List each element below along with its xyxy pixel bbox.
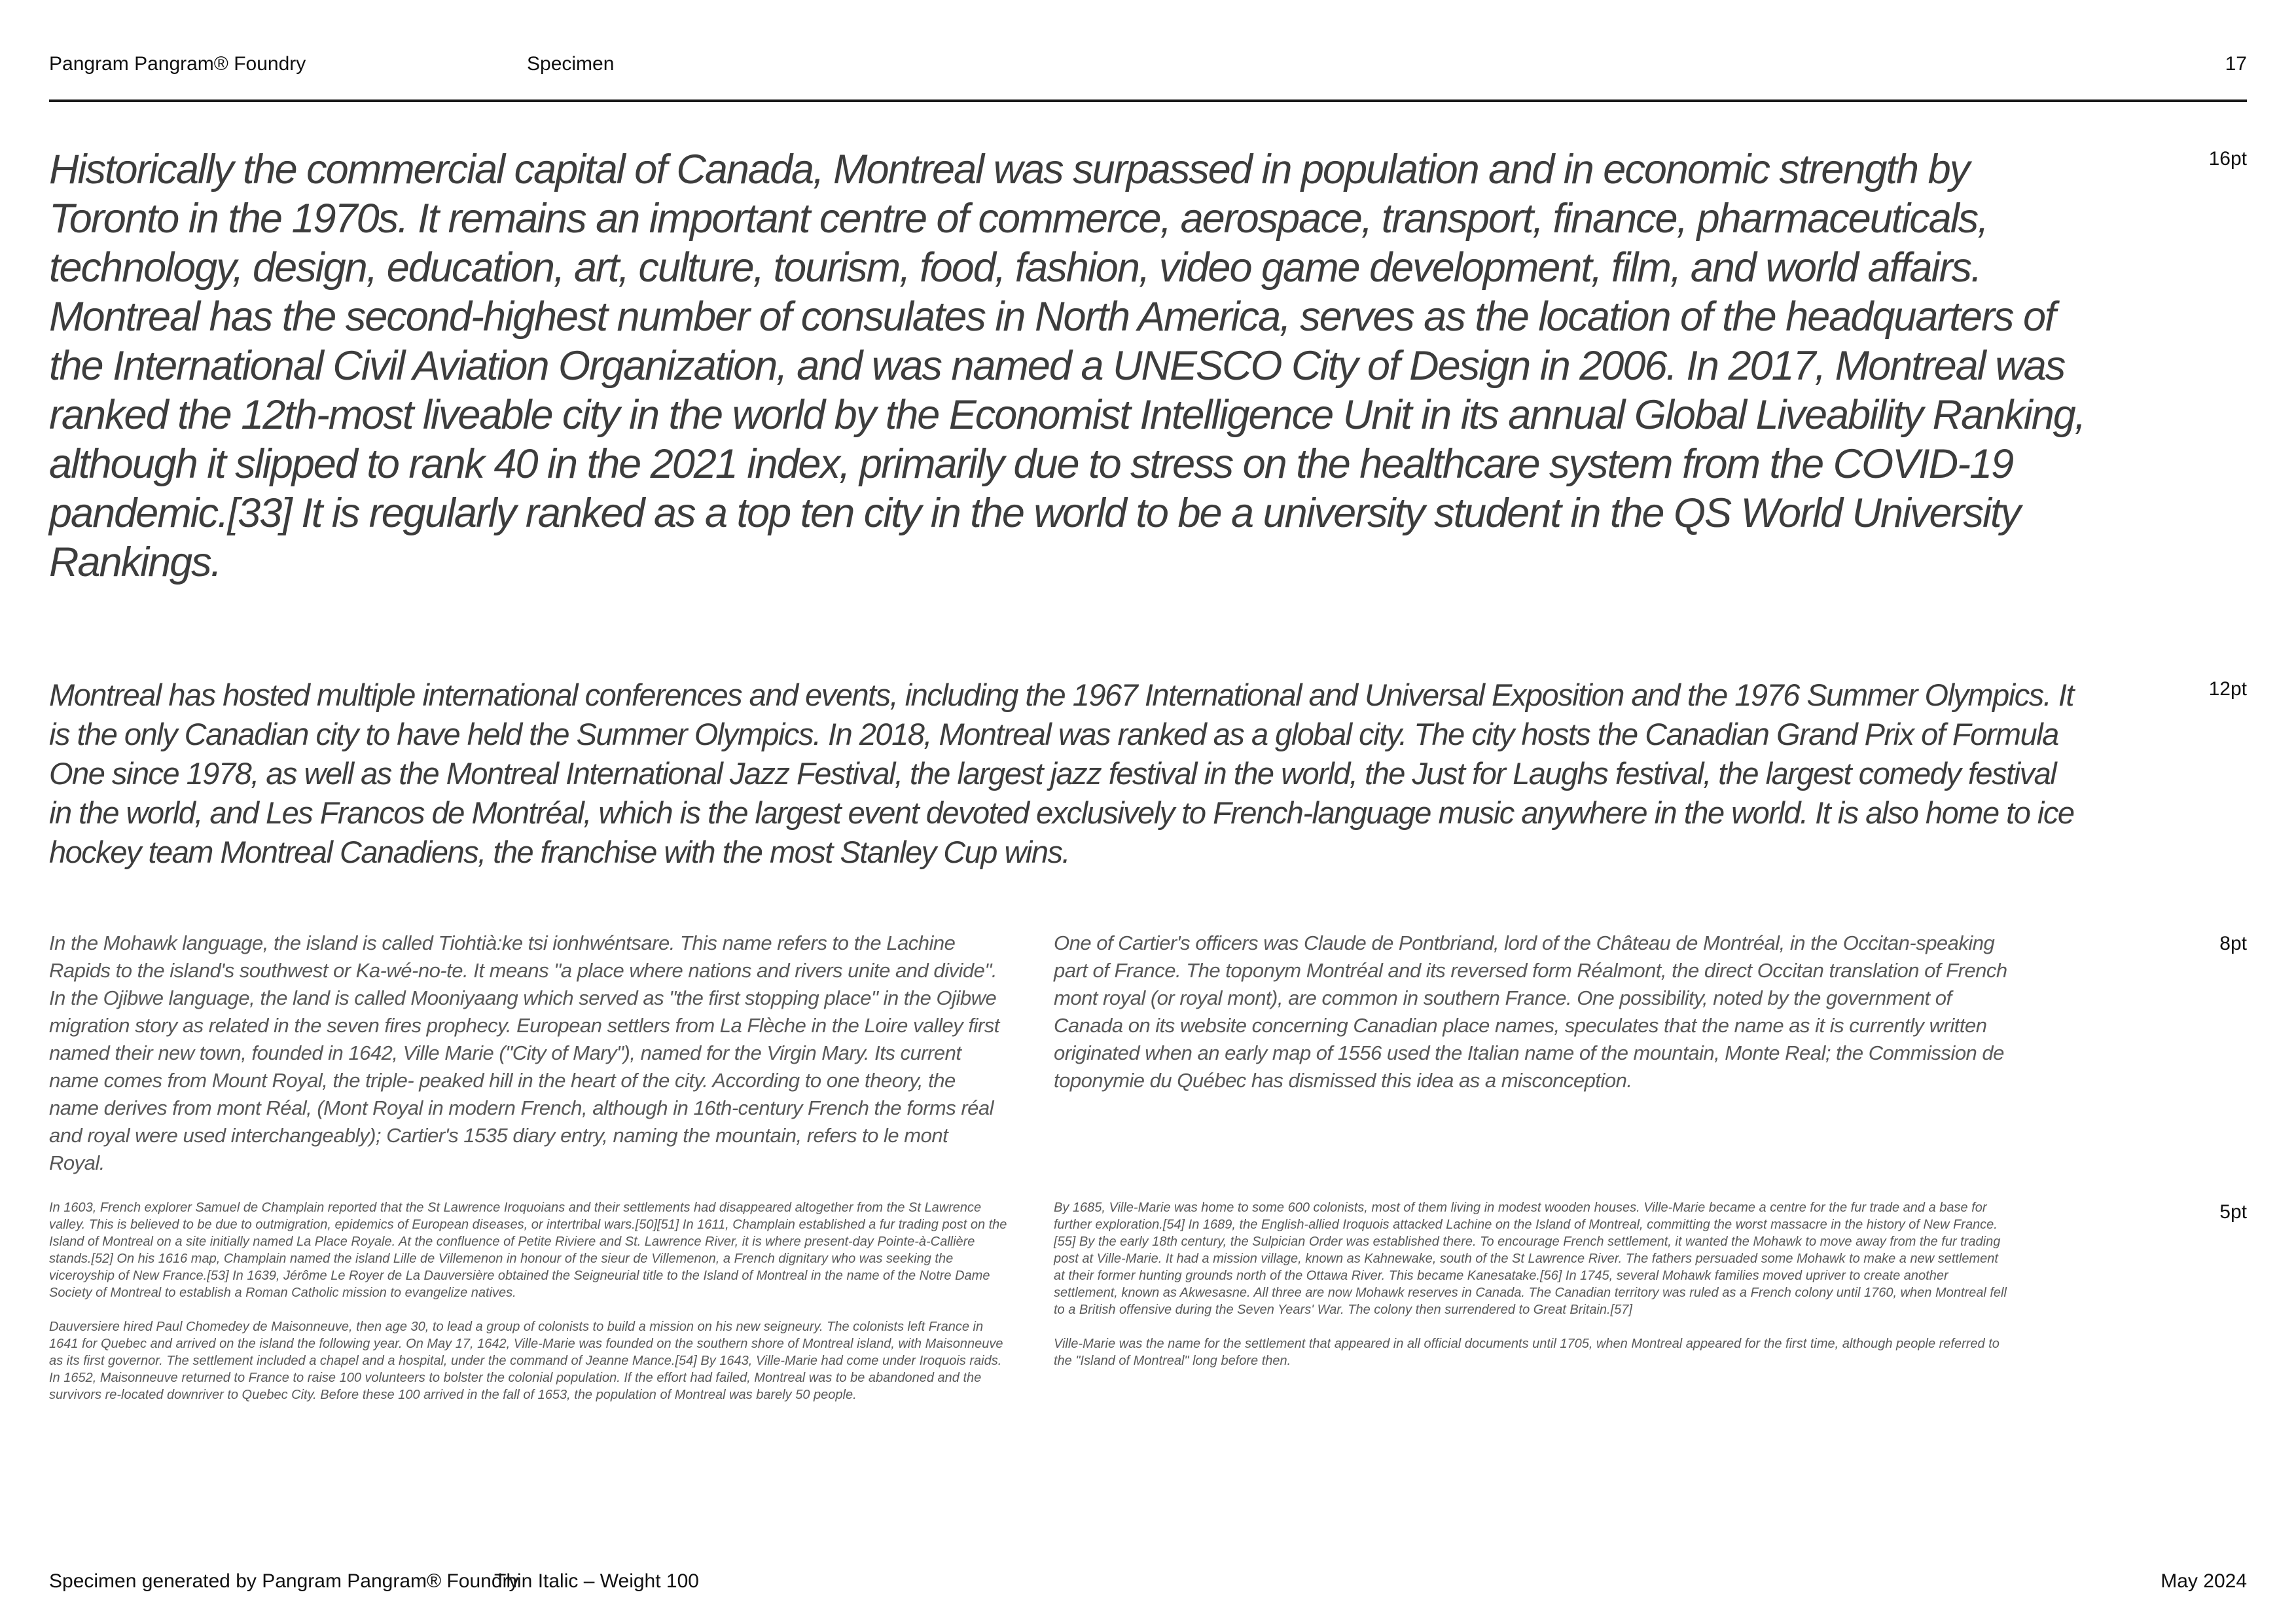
header-tab-specimen: Specimen [527, 53, 615, 75]
footer-style-name: Thin Italic – Weight 100 [494, 1570, 699, 1592]
specimen-paragraph-16pt: Historically the commercial capital of Canada, Montreal was surpassed in population and in economic strength by Toronto in the 1970s. It remains an important centre of commerce, aerospace, transport, finance, pharmaceuticals, technology, design, education, art, culture, tourism, food, fashion, video game development, film, and world affairs. Montreal has the second-highest number of consulates in North America, serves as the location of the headquarters of the International Civil Aviation Organization, and was named a UNESCO City of Design in 2006. In 2017, Montreal was ranked the 12th-most liveable city in the world by the Economist Intelligence Unit in its annual Global Liveability Ranking, although it slipped to rank 40 in the 2021 index, primarily due to stress on the healthcare system from the COVID-19 pandemic.[33] It is regularly ranked as a top ten city in the world to be a university student in the QS World University Rankings. [49, 147, 2085, 585]
size-label-5pt: 5pt [2219, 1201, 2247, 1223]
specimen-paragraph-12pt: Montreal has hosted multiple international conferences and events, including the 1967 International and Universal Exposition and the 1976 Summer Olympics. It is the only Canadian city to have held the Summer Olympics. In 2018, Montreal was ranked as a global city. The city hosts the Canadian Grand Prix of Formula One since 1978, as well as the Montreal International Jazz Festival, the largest jazz festival in the world, the Just for Laughs festival, the largest comedy festival in the world, and Les Francos de Montréal, which is the largest event devoted exclusively to French-language music anywhere in the world. It is also home to ice hockey team Montreal Canadiens, the franchise with the most Stanley Cup wins. [49, 677, 2074, 869]
specimen-paragraph-5pt-left-1: In 1603, French explorer Samuel de Champlain reported that the St Lawrence Iroquoians and their settlements had disappeared altogether from the St Lawrence valley. This is believed to be due to outmigration, epidemics of European diseases, or intertribal wars.[50][51] In 1611, Champlain established a fur trading post on the Island of Montreal on a site initially named La Place Royale. At the confluence of Petite Riviere and St. Lawrence River, it is where present-day Pointe-à-Callière stands.[52] On his 1616 map, Champlain named the island Lille de Villemenon in honour of the sieur de Villemenon, a French dignitary who was seeking the viceroyship of New France.[53] In 1639, Jérôme Le Royer de La Dauversière obtained the Seigneurial title to the Island of Montreal in the name of the Notre Dame Society of Montreal to establish a Roman Catholic mission to evangelize natives. [49, 1200, 1007, 1300]
specimen-paragraph-8pt-left: In the Mohawk language, the island is called Tiohtià:ke tsi ionhwéntsare. This name refers to the Lachine Rapids to the island's southwest or Ka-wé-no-te. It means "a place where nations and rivers unite and divide". In the Ojibwe language, the land is called Mooniyaang which served as "the first stopping place" in the Ojibwe migration story as related in the seven fires prophecy. European settlers from La Flèche in the Loire valley first named their new town, founded in 1642, Ville Marie ("City of Mary"), named for the Virgin Mary. Its current name comes from Mount Royal, the triple- peaked hill in the heart of the city. According to one theory, the name derives from mont Réal, (Mont Royal in modern French, although in 16th-century French the forms réal and royal were used interchangeably); Cartier's 1535 diary entry, naming the mountain, refers to le mont Royal. [49, 931, 999, 1174]
header-rule [49, 99, 2247, 102]
foundry-name: Pangram Pangram® Foundry [49, 53, 306, 75]
specimen-paragraph-5pt-right-2: Ville-Marie was the name for the settlement that appeared in all official documents until 1705, when Montreal appeared for the first time, although people referred to the "Island of Montreal" long before then. [1054, 1337, 2000, 1368]
specimen-paragraph-8pt-right: One of Cartier's officers was Claude de Pontbriand, lord of the Château de Montréal, in the Occitan-speaking part of France. The toponym Montréal and its reversed form Réalmont, the direct Occitan translation of French mont royal (or royal mont), are common in southern France. One possibility, noted by the government of Canada on its website concerning Canadian place names, speculates that the name as it is currently written originated when an early map of 1556 used the Italian name of the mountain, Monte Real; the Commission de toponymie du Québec has dismissed this idea as a misconception. [1054, 931, 2007, 1092]
column-8pt-right [1054, 929, 2013, 1177]
column-8pt-left [49, 929, 1008, 1177]
column-5pt-left [49, 1199, 1008, 1403]
size-label-8pt: 8pt [2219, 933, 2247, 954]
specimen-paragraph-5pt-left-2: Dauversiere hired Paul Chomedey de Maisonneuve, then age 30, to lead a group of colonists to build a mission on his new seigneury. The colonists left France in 1641 for Quebec and arrived on the island the following year. On May 17, 1642, Ville-Marie was founded on the southern shore of Montreal island, with Maisonneuve as its first governor. The settlement included a chapel and a hospital, under the command of Jeanne Mance.[54] By 1643, Ville-Marie had come under Iroquois raids. In 1652, Maisonneuve returned to France to raise 100 volunteers to bolster the colonial population. If the effort had failed, Montreal was to be abandoned and the survivors re-located downriver to Quebec City. Before these 100 arrived in the fall of 1653, the population of Montreal was barely 50 people. [49, 1320, 1003, 1402]
footer-date: May 2024 [2161, 1570, 2247, 1592]
footer-credit: Specimen generated by Pangram Pangram® Foundry [49, 1570, 519, 1592]
size-label-12pt: 12pt [2208, 678, 2247, 700]
size-label-16pt: 16pt [2208, 148, 2247, 170]
specimen-block-8pt [49, 929, 2013, 1177]
page-number: 17 [2225, 53, 2247, 75]
specimen-paragraph-5pt-right-1: By 1685, Ville-Marie was home to some 600 colonists, most of them living in modest wooden houses. Ville-Marie became a centre for the fur trade and a base for further exploration.[54] In 1689, the English-allied Iroquois attacked Lachine on the Island of Montreal, committing the worst massacre in the history of New France.[55] By the early 18th century, the Sulpician Order was established there. To encourage French settlement, it wanted the Mohawk to move away from the fur trading post at Ville-Marie. It had a mission village, known as Kahnewake, south of the St Lawrence River. The fathers persuaded some Mohawk to make a new settlement at their former hunting grounds north of the Ottawa River. This became Kanesatake.[56] In 1745, several Mohawk families moved upriver to create another settlement, known as Akwesasne. All three are now Mohawk reserves in Canada. The Canadian territory was ruled as a French colony until 1760, when Montreal fell to a British offensive during the Seven Years' War. The colony then surrendered to Great Britain.[57] [1054, 1200, 2007, 1317]
specimen-block-12pt [49, 676, 2075, 872]
specimen-block-5pt [49, 1199, 2013, 1403]
column-5pt-right [1054, 1199, 2013, 1403]
specimen-block-16pt [49, 145, 2108, 587]
